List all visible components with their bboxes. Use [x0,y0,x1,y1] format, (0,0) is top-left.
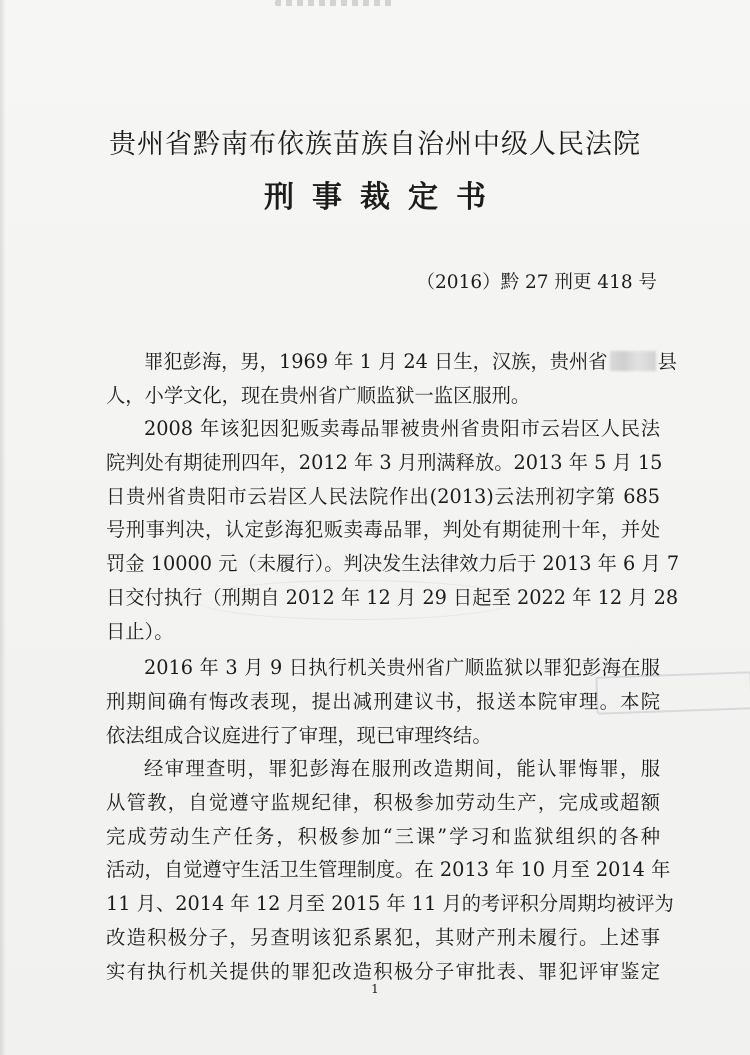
sentence-reduction-request-paragraph [106,651,660,752]
paragraph-line: 活动，自觉遵守生活卫生管理制度。在 2013 年 10 月至 2014 年 [106,858,671,882]
paragraph-line: 11 月、2014 年 12 月至 2015 年 11 月的考评积分周期均被评为 [106,892,674,916]
paragraph-line: 依法组成合议庭进行了审理，现已审理终结。 [106,723,492,747]
findings-paragraph [106,752,674,989]
paragraph-line: 2016 年 3 月 9 日执行机关贵州省广顺监狱以罪犯彭海在服 [144,656,660,679]
bleed-through-stamp [595,671,750,714]
paragraph-line: 刑期间确有悔改表现，提出减刑建议书，报送本院审理。本院 [106,689,660,713]
paragraph-line: 经审理查明，罪犯彭海在服刑改造期间，能认罪悔罪，服 [144,757,660,780]
case-number: （2016）黔 27 刑更 418 号 [416,272,657,293]
paragraph-line: 日交付执行（刑期自 2012 年 12 月 29 日起至 2022 年 12 月 28 [106,585,679,609]
redacted-region [610,351,656,371]
scan-bleed-through-marks [275,0,395,6]
document-title: 刑事裁定书 [264,180,504,215]
paragraph-line: 号刑事判决，认定彭海犯贩卖毒品罪，判处有期徒刑十年，并处 [106,518,660,542]
paragraph-line: 人，小学文化，现在贵州省广顺监狱一监区服刑。 [106,383,531,407]
paragraph-line: 完成劳动生产任务，积极参加“三课”学习和监狱组织的各种 [106,824,660,848]
paragraph-line: 日止）。 [106,619,174,643]
defendant-info-text-tail: 县 [657,350,677,373]
criminal-record-paragraph [106,412,680,649]
defendant-info-text: 罪犯彭海，男，1969 年 1 月 24 日生，汉族，贵州省 [144,350,608,373]
paragraph-line: 实有执行机关提供的罪犯改造积极分子审批表、罪犯评审鉴定 [106,959,660,983]
paragraph-line: 从管教，自觉遵守监规纪律，积极参加劳动生产，完成或超额 [106,790,660,814]
paragraph-line: 改造积极分子，另查明该犯系累犯，其财产刑未履行。上述事 [106,925,660,949]
paragraph-line: 日贵州省贵阳市云岩区人民法院作出(2013)云法刑初字第 685 [106,484,660,508]
court-name-heading: 贵州省黔南布依族苗族自治州中级人民法院 [109,129,641,160]
defendant-info-paragraph [106,345,677,413]
paragraph-line: 院判处有期徒刑四年，2012 年 3 月刑满释放。2013 年 5 月 15 [106,450,663,474]
paragraph-line [106,345,677,379]
paragraph-line: 罚金 10000 元（未履行）。判决发生法律效力后于 2013 年 6 月 7 [106,552,680,576]
page-number: 1 [371,982,379,996]
paragraph-line: 2008 年该犯因犯贩卖毒品罪被贵州省贵阳市云岩区人民法 [144,417,660,440]
